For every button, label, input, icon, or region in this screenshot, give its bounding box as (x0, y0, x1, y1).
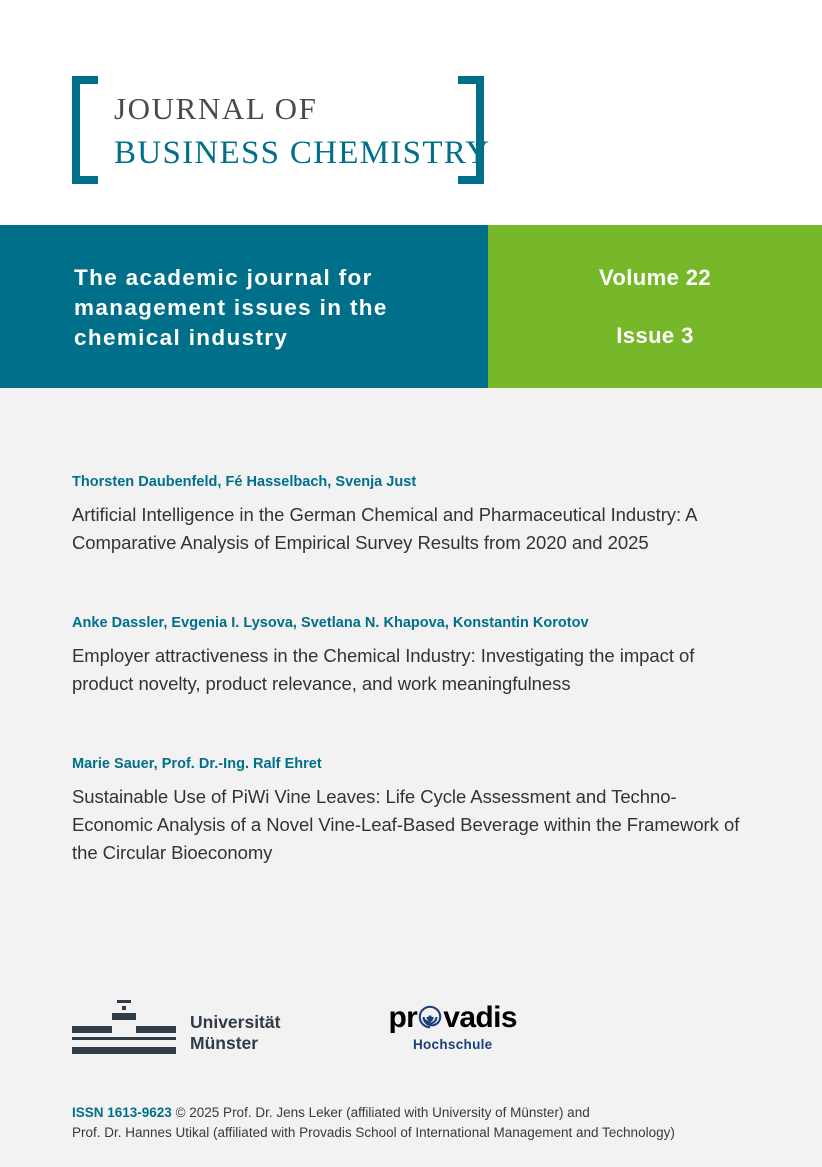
university-muenster-mark-icon (72, 996, 176, 1058)
article-title[interactable]: Artificial Intelligence in the German Chemical and Pharmaceutical Industry: A Comparative Analysis of Empirical Survey Results from 2020 and 2025 (72, 504, 697, 553)
footer-copyright (72, 1103, 772, 1143)
bracket-left-icon (72, 76, 98, 184)
article-entry[interactable] (72, 754, 750, 867)
issn-label: ISSN 1613-9623 (72, 1105, 172, 1120)
university-name-line-2: Münster (190, 1033, 259, 1053)
journal-logo-line-2: BUSINESS CHEMISTRY (114, 135, 491, 171)
volume-label: Volume 22 (598, 264, 711, 290)
banner-tagline-panel (0, 225, 488, 388)
university-muenster-name (190, 1000, 280, 1054)
journal-logo-text (114, 87, 490, 175)
university-name-line-1: Universität (190, 1012, 281, 1032)
provadis-word-part-2: vadis (443, 1001, 517, 1034)
publisher-logos (72, 996, 517, 1058)
copyright-line-2: Prof. Dr. Hannes Utikal (affiliated with Provadis School of International Management and Technology) (72, 1125, 675, 1140)
article-title[interactable]: Sustainable Use of PiWi Vine Leaves: Life Cycle Assessment and Techno-Economic Analysis of a Novel Vine-Leaf-Based Beverage within the Framework of the Circular Bioeconomy (72, 786, 740, 863)
provadis-subtitle: Hochschule (412, 1037, 493, 1052)
masthead (0, 0, 822, 225)
journal-tagline: The academic journal for management issues in the chemical industry (74, 264, 388, 350)
provadis-wordmark (388, 1002, 517, 1034)
issue-label: Issue 3 (616, 322, 694, 348)
university-muenster-logo (72, 996, 280, 1058)
article-title[interactable]: Employer attractiveness in the Chemical Industry: Investigating the impact of product novelty, product relevance, and work meaningfulness (72, 645, 695, 694)
journal-logo-line-1: JOURNAL OF (114, 91, 318, 126)
provadis-logo (388, 996, 517, 1052)
provadis-word-part-1: pr (388, 1001, 418, 1034)
provadis-spiral-icon (417, 1004, 443, 1030)
article-authors: Thorsten Daubenfeld, Fé Hasselbach, Svenja Just (72, 474, 417, 490)
cover-banner (0, 225, 822, 388)
article-entry[interactable] (72, 613, 750, 698)
article-authors: Anke Dassler, Evgenia I. Lysova, Svetlana N. Khapova, Konstantin Korotov (72, 615, 589, 631)
banner-issue-panel (488, 225, 822, 388)
article-authors: Marie Sauer, Prof. Dr.-Ing. Ralf Ehret (72, 756, 322, 772)
copyright-line-1: © 2025 Prof. Dr. Jens Leker (affiliated with University of Münster) and (171, 1105, 590, 1120)
article-list (0, 388, 822, 867)
article-entry[interactable] (72, 472, 750, 557)
journal-logo (72, 76, 491, 184)
bracket-right-icon (458, 76, 484, 184)
